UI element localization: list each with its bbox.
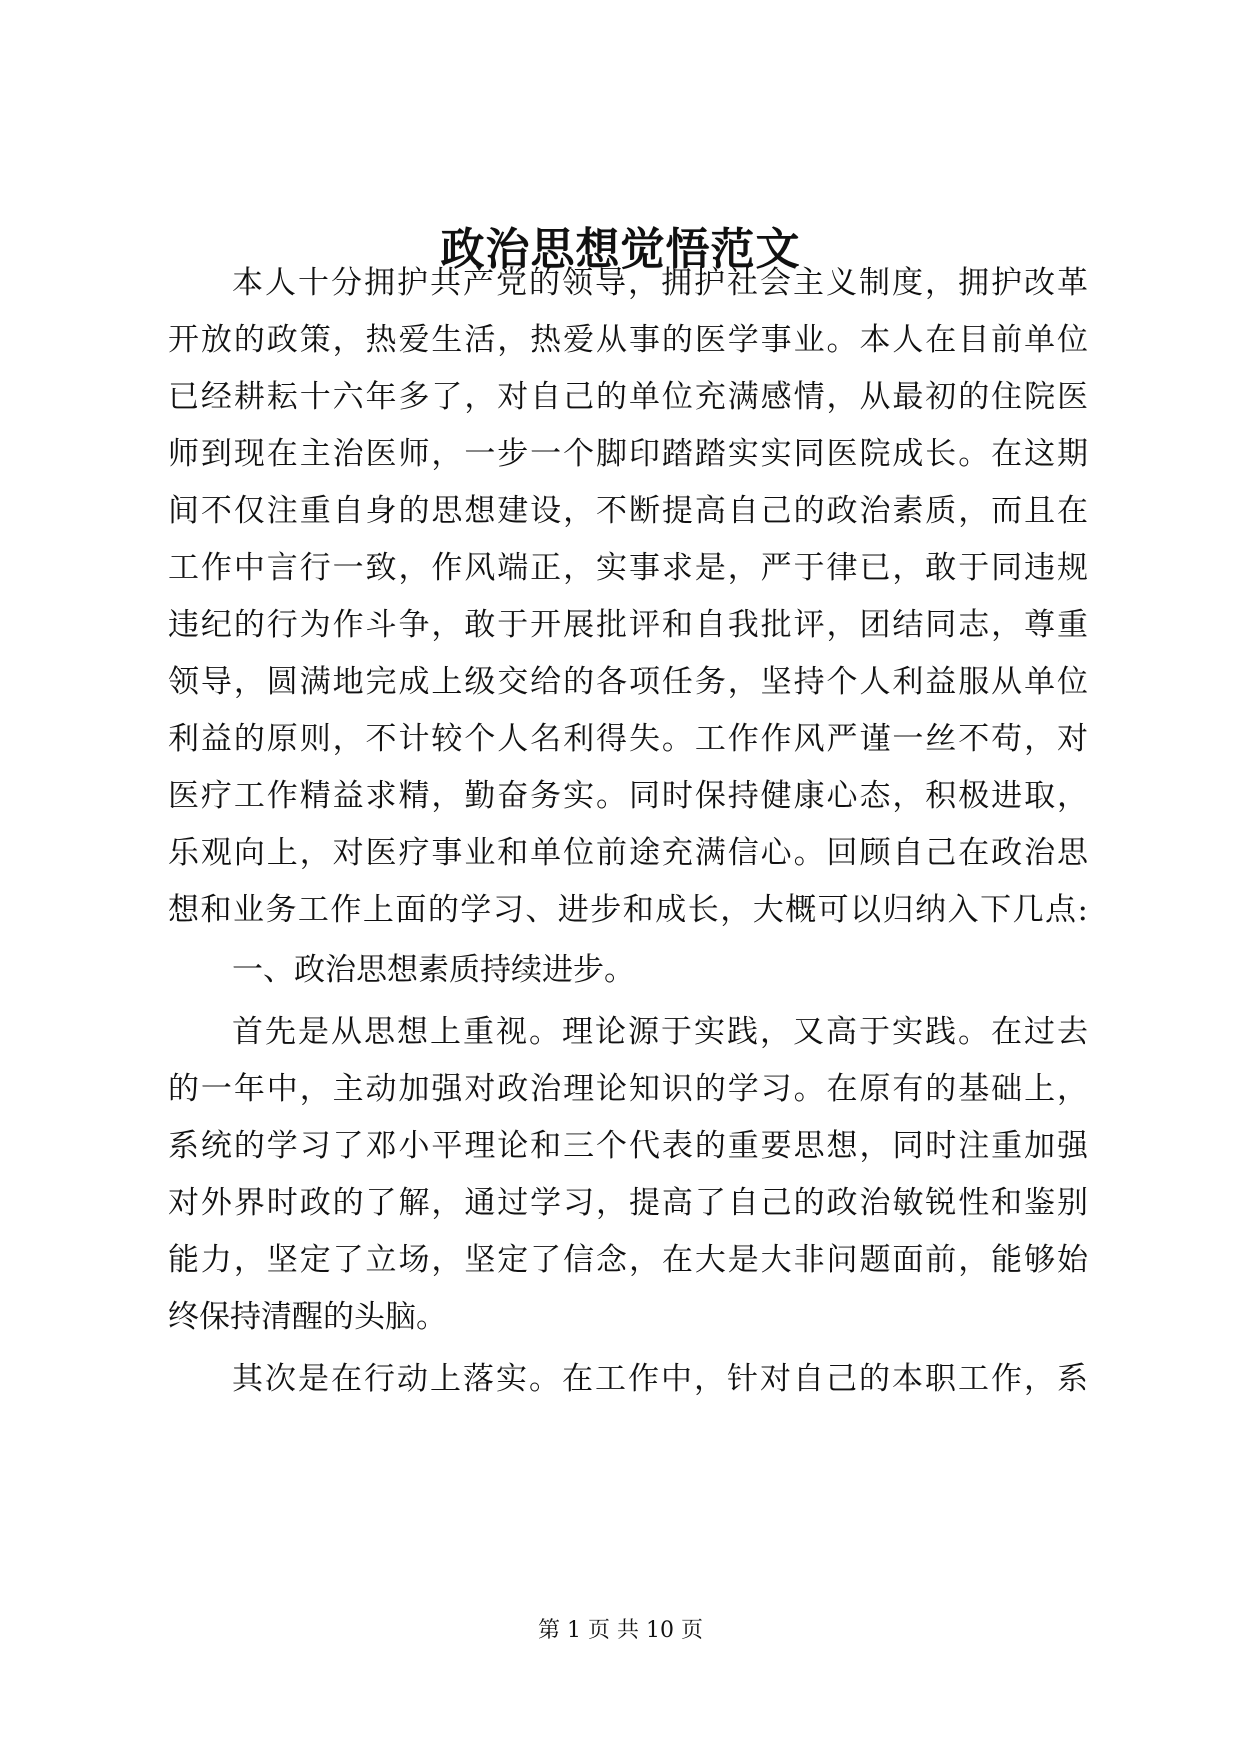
document-title: 政治思想觉悟范文: [440, 224, 801, 275]
paragraph-line: 本人十分拥护共产党的领导，拥护社会主义制度，拥护改革: [232, 265, 1088, 301]
paragraph-line: 乐观向上，对医疗事业和单位前途充满信心。回顾自己在政治思: [168, 835, 1088, 871]
paragraph-line: 的一年中，主动加强对政治理论知识的学习。在原有的基础上，: [168, 1071, 1088, 1107]
paragraph-line: 已经耕耘十六年多了，对自己的单位充满感情，从最初的住院医: [168, 379, 1088, 415]
paragraph-line: 系统的学习了邓小平理论和三个代表的重要思想，同时注重加强: [168, 1128, 1088, 1164]
paragraph-line: 工作中言行一致，作风端正，实事求是，严于律已，敢于同违规: [168, 550, 1088, 586]
paragraph-line: 间不仅注重自身的思想建设，不断提高自己的政治素质，而且在: [168, 493, 1088, 529]
paragraph-line: 终保持清醒的头脑。: [168, 1299, 447, 1335]
paragraph-line: 利益的原则，不计较个人名利得失。工作作风严谨一丝不苟，对: [168, 721, 1088, 757]
paragraph-line: 其次是在行动上落实。在工作中，针对自己的本职工作，系: [232, 1361, 1088, 1397]
paragraph-line: 违纪的行为作斗争，敢于开展批评和自我批评，团结同志，尊重: [168, 607, 1088, 643]
paragraph-line: 开放的政策，热爱生活，热爱从事的医学事业。本人在目前单位: [168, 322, 1088, 358]
paragraph-line: 对外界时政的了解，通过学习，提高了自己的政治敏锐性和鉴别: [168, 1185, 1088, 1221]
paragraph-line: 首先是从思想上重视。理论源于实践，又高于实践。在过去: [232, 1014, 1088, 1050]
paragraph-line: 能力，坚定了立场，坚定了信念，在大是大非问题面前，能够始: [168, 1242, 1088, 1278]
paragraph-line: 领导，圆满地完成上级交给的各项任务，坚持个人利益服从单位: [168, 664, 1088, 700]
page-footer: 第 1 页 共 10 页: [538, 1618, 703, 1643]
paragraph-line: 医疗工作精益求精，勤奋务实。同时保持健康心态，积极进取，: [168, 778, 1088, 814]
paragraph-line: 师到现在主治医师，一步一个脚印踏踏实实同医院成长。在这期: [168, 436, 1088, 472]
paragraph-line: 想和业务工作上面的学习、进步和成长，大概可以归纳入下几点:: [168, 892, 1088, 928]
section-heading: 一、政治思想素质持续进步。: [232, 952, 635, 988]
